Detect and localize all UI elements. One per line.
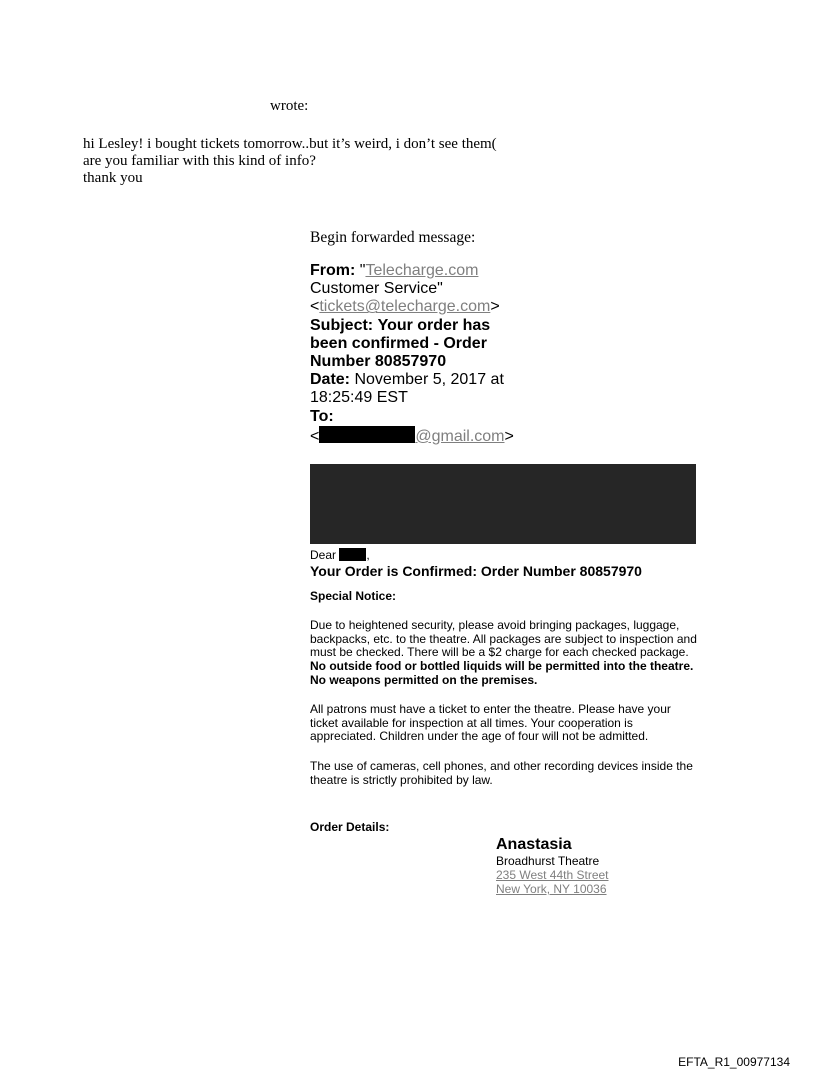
from-header: From: "Telecharge.com Customer Service" <tickets@telecharge.com>: [310, 262, 500, 316]
address-line-1-link[interactable]: 235 West 44th Street: [496, 868, 609, 882]
from-label: From:: [310, 262, 356, 279]
subject-label: Subject:: [310, 316, 374, 334]
intro-line-1: hi Lesley! i bought tickets tomorrow..but it’s weird, i don’t see them(: [83, 136, 497, 152]
notice-p1-bold: No outside food or bottled liquids will be permitted into the theatre. No weapons permitted on the premises.: [310, 658, 694, 687]
forwarded-headers: [310, 262, 530, 446]
notice-paragraph-2: All patrons must have a ticket to enter the theatre. Please have your ticket available for inspection at all times. Your cooperation is appreciated. Children under the age of four will not be admitted.: [310, 702, 671, 744]
intro-message: [83, 136, 497, 187]
to-email-link[interactable]: @gmail.com: [415, 427, 505, 445]
order-confirmed-heading: Your Order is Confirmed: Order Number 80857970: [310, 562, 642, 579]
address-line-2-link[interactable]: New York, NY 10036: [496, 882, 607, 896]
wrote-line: wrote:: [270, 98, 309, 114]
special-notice-title: Special Notice:: [310, 588, 397, 603]
show-title: Anastasia: [496, 836, 572, 853]
notice-paragraph-1: [310, 619, 700, 687]
date-label: Date:: [310, 371, 351, 389]
subject-value: Your order has been confirmed - Order Number 80857970: [310, 316, 491, 371]
forwarded-message-label: Begin forwarded message:: [310, 229, 476, 246]
notice-p1-text: Due to heightened security, please avoid bringing packages, luggage, backpacks, etc. to the theatre. All packages are subject to inspection and must be checked. There will be a $2 charge for each checked package.: [310, 618, 697, 660]
from-link[interactable]: Telecharge.com: [365, 262, 479, 279]
notice-paragraph-3: The use of cameras, cell phones, and other recording devices inside the theatre is strictly prohibited by law.: [310, 758, 693, 787]
date-header: [310, 371, 530, 407]
date-value: November 5, 2017 at 18:25:49 EST: [310, 371, 504, 407]
greeting: Dear ,: [310, 548, 370, 562]
from-quote: ": [359, 262, 366, 279]
redacted-banner: [310, 464, 696, 544]
intro-line-2: are you familiar with this kind of info?: [83, 153, 316, 169]
to-email-redaction: [319, 426, 415, 443]
venue-name: Broadhurst Theatre: [496, 854, 600, 868]
email-body: [310, 548, 700, 787]
intro-line-3: thank you: [83, 170, 143, 186]
recipient-name-redaction: [339, 548, 366, 561]
subject-header: [310, 317, 530, 372]
show-details: [496, 835, 609, 896]
order-details-label: Order Details:: [310, 820, 390, 834]
document-id: EFTA_R1_00977134: [678, 1055, 790, 1069]
to-header: To: < @gmail.com>: [310, 407, 514, 445]
dear-text: Dear: [310, 548, 337, 562]
to-label: To:: [310, 407, 334, 425]
from-name-rest: Customer Service": [310, 280, 443, 298]
from-email-link[interactable]: tickets@telecharge.com: [319, 298, 491, 316]
